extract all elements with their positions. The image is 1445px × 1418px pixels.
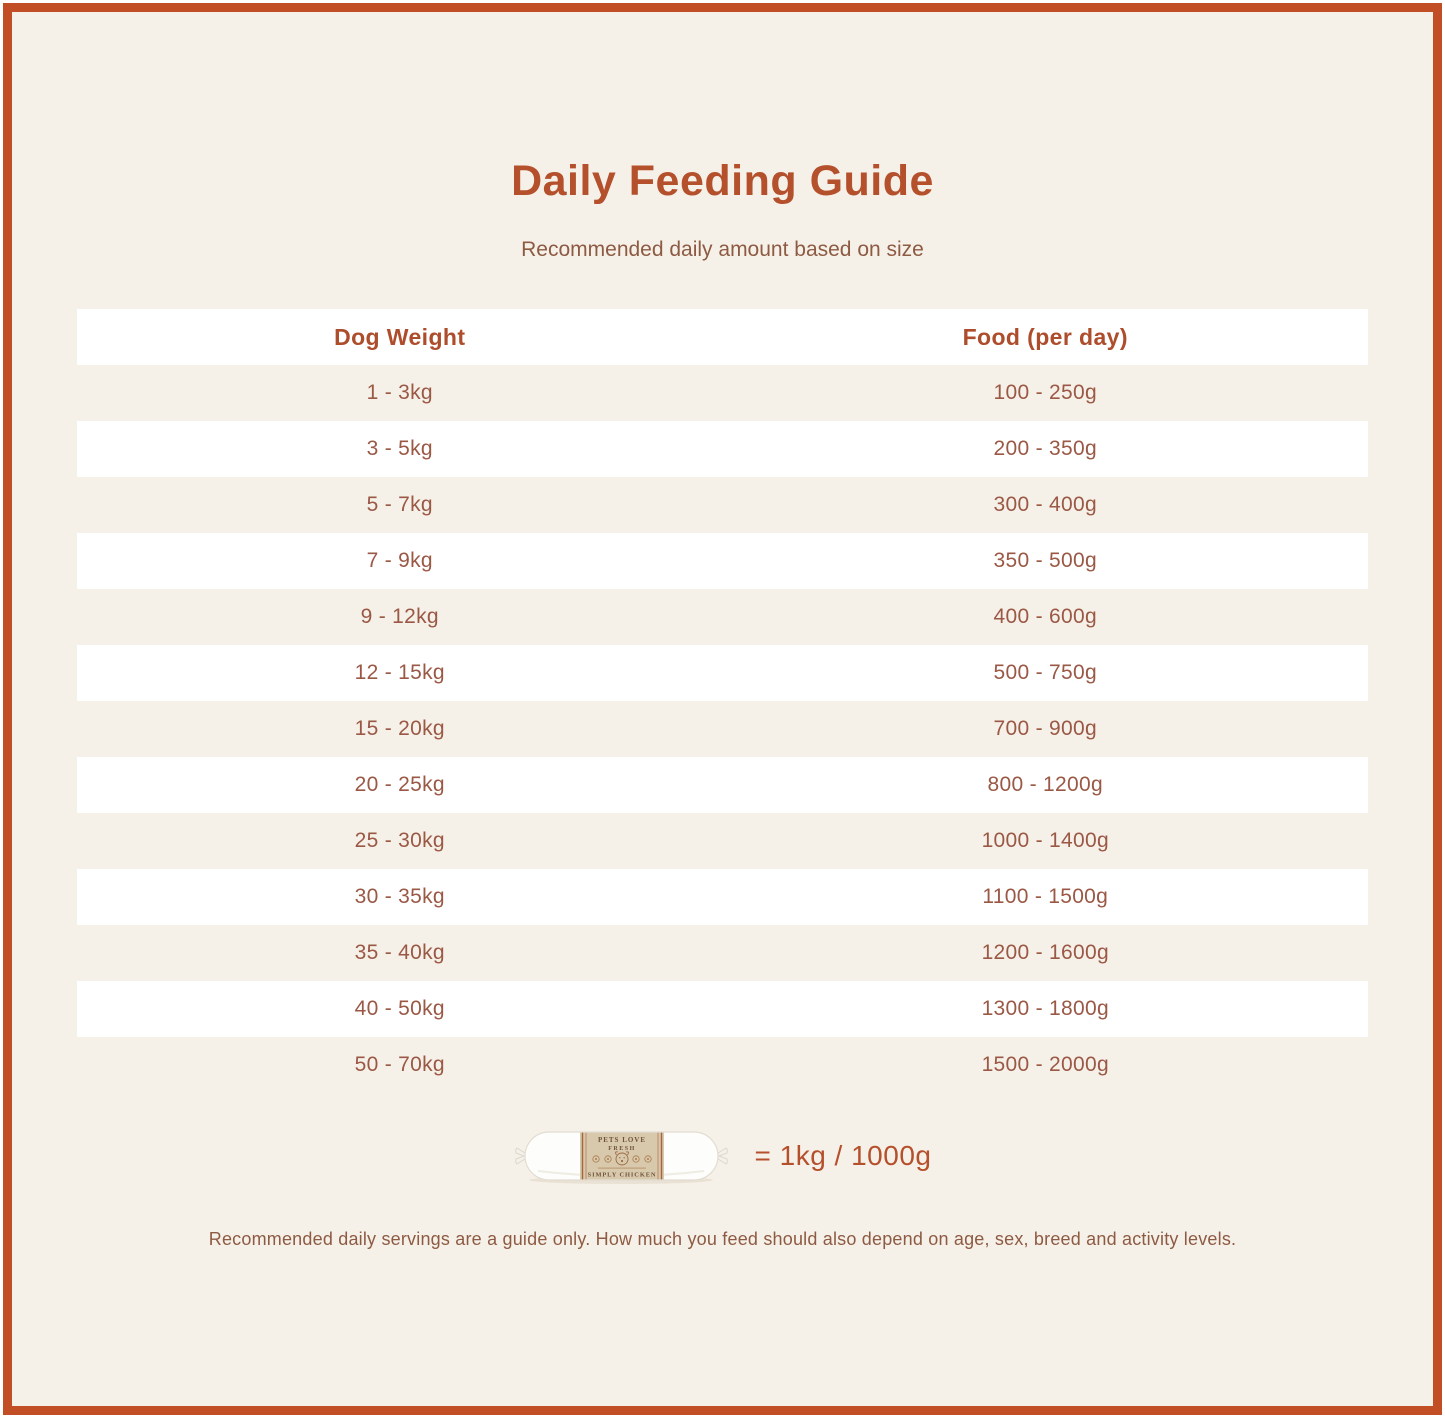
- table-row: [77, 421, 1368, 477]
- footnote-text: Recommended daily servings are a guide only. How much you feed should also depend on age, sex, breed and activity levels.: [208, 1229, 1237, 1249]
- food-per-day-cell: 100 - 250g: [993, 381, 1097, 404]
- table-row: [77, 477, 1368, 533]
- dog-weight-cell: 1 - 3kg: [366, 381, 433, 404]
- food-per-day-cell: 1500 - 2000g: [981, 1053, 1109, 1076]
- food-per-day-cell: 700 - 900g: [993, 717, 1097, 740]
- orange-border-panel: [3, 3, 1442, 1415]
- table-row: [77, 645, 1368, 701]
- dog-weight-cell: 25 - 30kg: [354, 829, 445, 852]
- label-tagline-line: [598, 1168, 646, 1169]
- equivalence-text: = 1kg / 1000g: [754, 1140, 932, 1171]
- label-variety: SIMPLY CHICKEN: [587, 1171, 656, 1179]
- dog-weight-cell: 9 - 12kg: [360, 605, 439, 628]
- dog-weight-cell: 20 - 25kg: [354, 773, 445, 796]
- sausage-roll-illustration: [514, 1125, 729, 1187]
- food-per-day-cell: 200 - 350g: [993, 437, 1097, 460]
- product-label: [580, 1133, 664, 1180]
- food-per-day-cell: 400 - 600g: [993, 605, 1097, 628]
- food-per-day-cell: 350 - 500g: [993, 549, 1097, 572]
- food-per-day-cell: 300 - 400g: [993, 493, 1097, 516]
- food-per-day-cell: 1000 - 1400g: [981, 829, 1109, 852]
- page-subtitle: Recommended daily amount based on size: [521, 238, 924, 261]
- table-row: [77, 1037, 1368, 1093]
- food-per-day-cell: 500 - 750g: [993, 661, 1097, 684]
- table-row: [77, 701, 1368, 757]
- food-per-day-cell: 1300 - 1800g: [981, 997, 1109, 1020]
- table-row: [77, 533, 1368, 589]
- dog-weight-cell: 50 - 70kg: [354, 1053, 445, 1076]
- table-row: [77, 925, 1368, 981]
- dog-weight-cell: 5 - 7kg: [366, 493, 433, 516]
- food-per-day-cell: 800 - 1200g: [987, 773, 1103, 796]
- dog-weight-cell: 30 - 35kg: [354, 885, 445, 908]
- page-title: Daily Feeding Guide: [511, 157, 934, 205]
- dog-weight-cell: 40 - 50kg: [354, 997, 445, 1020]
- equivalence-block: [12, 1125, 1433, 1187]
- table-row: [77, 981, 1368, 1037]
- label-brand-line2: FRESH: [607, 1146, 636, 1152]
- dog-weight-header: Dog Weight: [334, 323, 466, 350]
- table-row: [77, 813, 1368, 869]
- table-row: [77, 757, 1368, 813]
- dog-weight-cell: 15 - 20kg: [354, 717, 445, 740]
- dog-weight-cell: 3 - 5kg: [366, 437, 433, 460]
- table-row: [77, 589, 1368, 645]
- dog-weight-cell: 12 - 15kg: [354, 661, 445, 684]
- label-brand-line1: PETS LOVE: [597, 1136, 646, 1144]
- table-row: [77, 365, 1368, 421]
- food-per-day-header: Food (per day): [962, 323, 1128, 350]
- table-row: [77, 869, 1368, 925]
- dog-weight-cell: 7 - 9kg: [366, 549, 433, 572]
- food-per-day-cell: 1100 - 1500g: [982, 885, 1109, 908]
- dog-weight-cell: 35 - 40kg: [354, 941, 445, 964]
- food-per-day-cell: 1200 - 1600g: [981, 941, 1109, 964]
- feeding-table-body: [77, 365, 1368, 1093]
- feeding-table: [77, 309, 1368, 1093]
- table-header-row: [77, 309, 1368, 365]
